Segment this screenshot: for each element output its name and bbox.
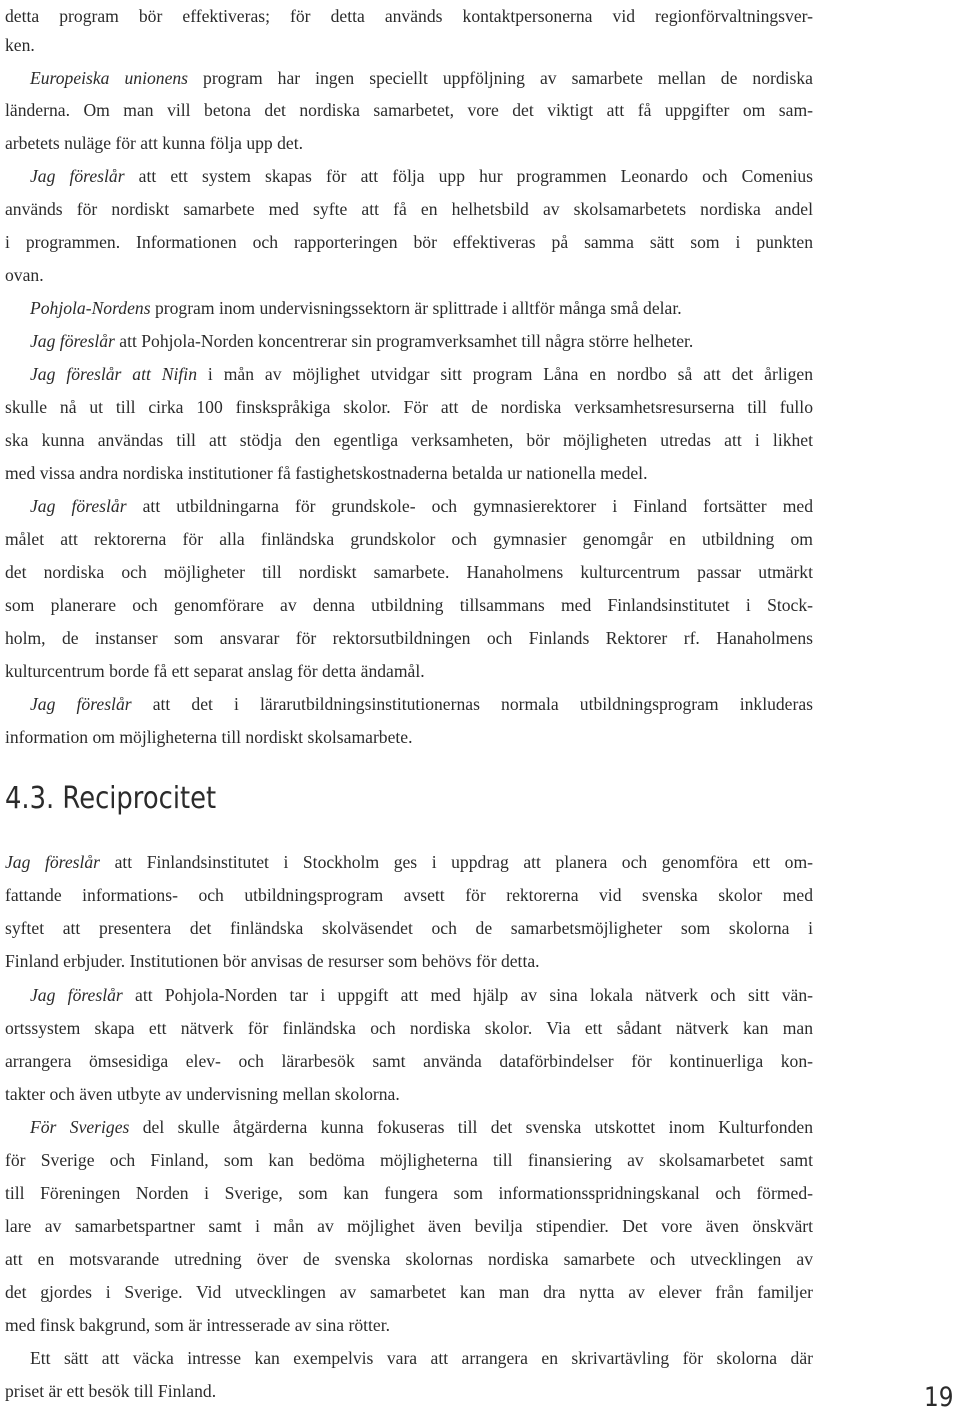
text-line [5,94,813,127]
text-line [5,1309,813,1342]
line-text: med vissa andra nordiska institutioner få fastighetskostnaderna betalda ur nationella medel. [5,463,648,483]
text-line [5,424,813,457]
text-line [5,160,813,193]
line-text: fattande informations- och utbildningsprogram avsett för rektorerna vid svenska skolor med [5,885,813,905]
text-line [5,226,813,259]
line-text: ska kunna användas till att stödja den egentliga verksamheten, bör möjligheten utredas att i likhet [5,430,813,450]
text-line [5,1210,813,1243]
text-line [5,292,813,325]
line-text: information om möjligheterna till nordiskt skolsamarbete. [5,727,413,747]
text-line [5,259,813,292]
line-text: att Finlandsinstitutet i Stockholm ges i uppdrag att planera och genomföra ett om- [100,852,813,872]
line-text: ortssystem skapa ett nätverk för finländska och nordiska skolor. Via ett sådant nätverk kan man [5,1018,813,1038]
line-text: takter och även utbyte av undervisning mellan skolorna. [5,1084,400,1104]
line-text: program har ingen speciellt uppföljning av samarbete mellan de nordiska [188,68,813,88]
text-line [5,721,813,754]
line-text: att utbildningarna för grundskole- och gymnasierektorer i Finland fortsätter med [126,496,813,516]
emphasis-text: Jag föreslår [30,985,123,1005]
emphasis-text: Europeiska unionens [30,68,189,88]
line-text: ken. [5,35,35,55]
line-text: i programmen. Informationen och rapporteringen bör effektiveras på samma sätt som i punkten [5,232,813,252]
line-text: för Sverige och Finland, som kan bedöma möjligheterna till finansiering av skolsamarbetet samt [5,1150,813,1170]
text-line [5,979,813,1012]
text-line [5,1243,813,1276]
line-text: kulturcentrum borde få ett separat anslag för detta ändamål. [5,661,425,681]
text-line [5,193,813,226]
text-line [5,1342,813,1375]
line-text: används för nordiskt samarbete med syfte att få en helhetsbild av skolsamarbetets nordiska andel [5,199,813,219]
line-text: holm, de instanser som ansvarar för rektorsutbildningen och Finlands Rektorer rf. Hanaholmens [5,628,813,648]
section-heading: 4.3. Reciprocitet [5,781,217,816]
text-line [5,1012,813,1045]
line-text: priset är ett besök till Finland. [5,1381,217,1401]
text-line [5,846,813,879]
text-line [5,1045,813,1078]
text-line [5,589,813,622]
emphasis-text: Jag föreslår att Nifin [30,364,197,384]
line-text: detta program bör effektiveras; för detta används kontaktpersonerna vid regionförvaltningsver- [5,6,813,26]
line-text: Ett sätt att väcka intresse kan exempelvis vara att arrangera en skrivartävling för skolorna där [30,1348,813,1368]
line-text: lare av samarbetspartner samt i mån av möjlighet även bevilja stipendier. Det vore även önskvärt [5,1216,813,1236]
emphasis-text: För Sveriges [30,1117,130,1137]
text-line [5,490,813,523]
line-text: arbetets nuläge för att kunna följa upp det. [5,133,304,153]
line-text: målet att rektorerna för alla finländska grundskolor och gymnasier genomgår en utbildning om [5,529,813,549]
text-line [5,29,813,62]
line-text: som planerare och genomförare av denna utbildning tillsammans med Finlandsinstitutet i Stock- [5,595,813,615]
text-line [5,655,813,688]
emphasis-text: Jag föreslår [30,166,125,186]
line-text: att Pohjola-Norden tar i uppgift att med hjälp av sina lokala nätverk och sitt vän- [122,985,813,1005]
text-line [5,127,813,160]
line-text: det gjordes i Sverige. Vid utvecklingen av samarbetet kan man dra nytta av elever från familjer [5,1282,813,1302]
line-text: del skulle åtgärderna kunna fokuseras till det svenska utskottet inom Kulturfonden [129,1117,813,1137]
text-line [5,1177,813,1210]
line-text: att en motsvarande utredning över de svenska skolornas nordiska samarbete och utvecklingen av [5,1249,813,1269]
line-text: syftet att presentera det finländska skolväsendet och de samarbetsmöjligheter som skolorna i [5,918,813,938]
text-line [5,1375,813,1408]
text-line [5,1144,813,1177]
text-line [5,1276,813,1309]
page-number: 19 [924,1382,954,1413]
text-line [5,62,813,95]
text-line [5,325,813,358]
text-line [5,1078,813,1111]
text-line [5,945,813,978]
text-line [5,688,813,721]
line-text: att Pohjola-Norden koncentrerar sin programverksamhet till några större helheter. [114,331,694,351]
line-text: det nordiska och möjligheter till nordiskt samarbete. Hanaholmens kulturcentrum passar utmärkt [5,562,813,582]
line-text: länderna. Om man vill betona det nordiska samarbetet, vore det viktigt att få uppgifter om sam- [5,100,813,120]
text-line [5,879,813,912]
emphasis-text: Pohjola-Nordens [30,298,151,318]
emphasis-text: Jag föreslår [30,496,127,516]
line-text: skulle nå ut till cirka 100 finskspråkiga skolor. För att de nordiska verksamhetsresurserna till fullo [5,397,813,417]
line-text: arrangera ömsesidiga elev- och lärarbesök samt använda dataförbindelser för kontinuerliga kon- [5,1051,813,1071]
text-line [5,622,813,655]
text-line [5,1111,813,1144]
text-line [5,912,813,945]
emphasis-text: Jag föreslår [30,694,132,714]
text-line [5,556,813,589]
line-text: ovan. [5,265,44,285]
line-text: med finsk bakgrund, som är intresserade av sina rötter. [5,1315,391,1335]
line-text: att det i lärarutbildningsinstitutionernas normala utbildningsprogram inkluderas [131,694,813,714]
line-text: att ett system skapas för att följa upp hur programmen Leonardo och Comenius [124,166,813,186]
line-text: program inom undervisningssektorn är splittrade i alltför många små delar. [150,298,682,318]
line-text: till Föreningen Norden i Sverige, som kan fungera som informationsspridningskanal och förmed- [5,1183,813,1203]
line-text: i mån av möjlighet utvidgar sitt program Låna en nordbo så att det årligen [197,364,813,384]
text-line [5,457,813,490]
line-text: Finland erbjuder. Institutionen bör anvisas de resurser som behövs för detta. [5,951,540,971]
text-line [5,358,813,391]
emphasis-text: Jag föreslår [5,852,101,872]
text-line [5,391,813,424]
text-line [5,523,813,556]
emphasis-text: Jag föreslår [30,331,115,351]
